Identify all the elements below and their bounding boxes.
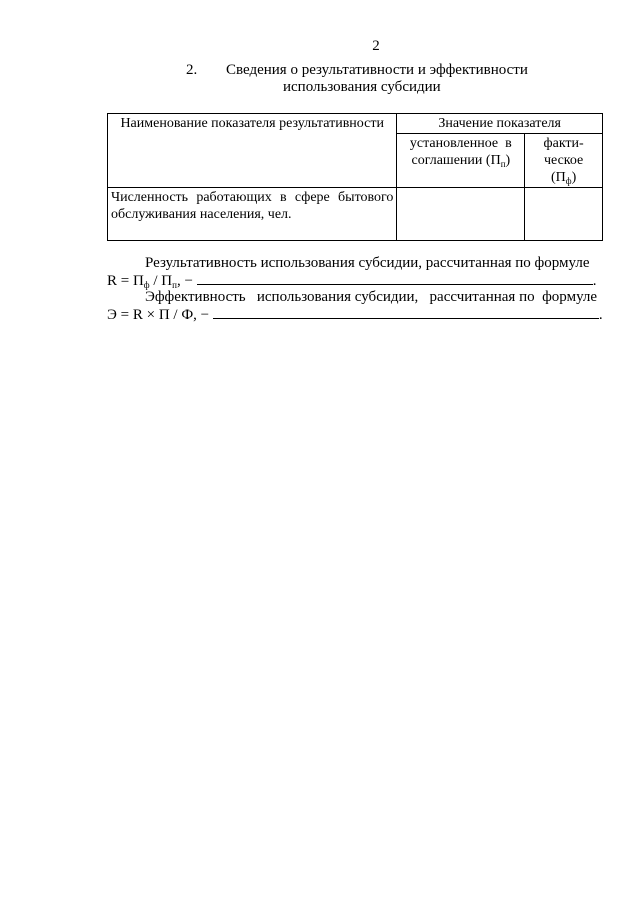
row-set-value-cell[interactable] bbox=[397, 188, 525, 241]
header-set-value: установленное в соглашении $(П_п)$ bbox=[397, 134, 525, 188]
row-indicator-name: Численность работающих в сфере бытового обслуживания населения, чел. bbox=[108, 188, 397, 241]
header-fact-value: факти- ческое $(П_ф)$ bbox=[525, 134, 603, 188]
result-formula-line2: $R = П_ф / П_п$, − . bbox=[107, 273, 597, 290]
result-blank-field[interactable] bbox=[197, 272, 593, 285]
section-number: 2. bbox=[186, 62, 198, 78]
efficiency-blank-field[interactable] bbox=[213, 306, 599, 319]
section-title-line1: Сведения о результативности и эффективности bbox=[226, 62, 528, 78]
indicators-table bbox=[107, 113, 603, 241]
result-formula-text: Результативность использования субсидии, рассчитанная по формуле bbox=[145, 255, 590, 271]
efficiency-formula-text: Эффективность использования субсидии, рассчитанная по формуле bbox=[145, 289, 598, 305]
header-indicator-value: Значение показателя bbox=[397, 114, 603, 134]
result-formula-line1 bbox=[107, 255, 607, 272]
row-fact-value-cell[interactable] bbox=[525, 188, 603, 241]
efficiency-formula-line1 bbox=[107, 289, 607, 306]
header-indicator-name bbox=[108, 114, 397, 188]
efficiency-formula-line2: Э = R × П / Ф, − . bbox=[107, 307, 603, 323]
section-title-line2: использования субсидии bbox=[283, 79, 441, 95]
page-number: 2 bbox=[372, 38, 380, 54]
header-indicator-name-text: Наименование показателя результативности bbox=[120, 116, 384, 131]
